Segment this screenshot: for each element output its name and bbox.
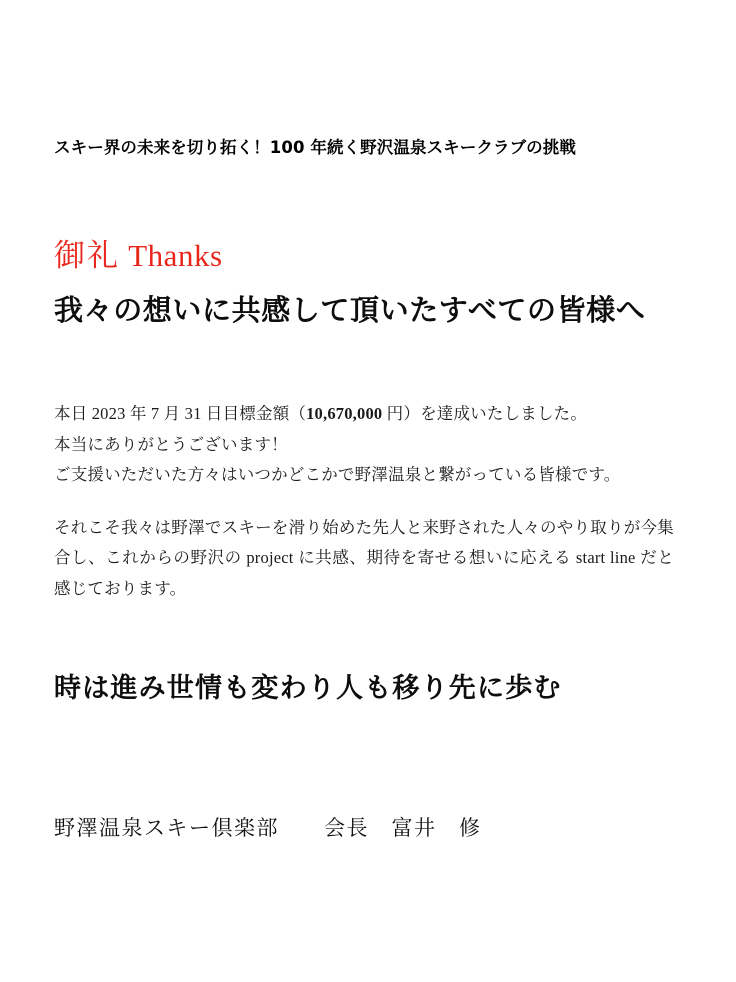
document-content xyxy=(54,136,674,842)
thanks-title-jp: 御礼 xyxy=(54,237,120,273)
thanks-title-en: Thanks xyxy=(128,237,223,273)
supporters-line: ご支援いただいた方々はいつかどこかで野澤温泉と繋がっている皆様です。 xyxy=(54,465,621,485)
document-signature: 野澤温泉スキー倶楽部 会長 富井 修 xyxy=(54,815,482,840)
achievement-line-suffix: 円）を達成いたしました。 xyxy=(382,404,588,424)
document-headline: スキー界の未来を切り拓く！100 年続く野沢温泉スキークラブの挑戦 xyxy=(54,138,576,157)
paragraph-achievement xyxy=(54,331,674,491)
document-subtitle: 我々の想いに共感して頂いたすべての皆様へ xyxy=(54,294,646,327)
document-slogan: 時は進み世情も変わり人も移り先に歩む xyxy=(54,673,562,704)
achievement-line-prefix: 本日 2023 年 7 月 31 日目標金額（ xyxy=(54,404,307,424)
thanks-title xyxy=(54,161,674,274)
thanks-line: 本当にありがとうございます！ xyxy=(54,434,288,454)
paragraph-message: それこそ我々は野澤でスキーを滑り始めた先人と来野された人々のやり取りが今集合し、これからの野沢の project に共感、期待を寄せる想いに応える start line だと感じております。 xyxy=(54,517,674,598)
goal-amount: 10,670,000 xyxy=(306,404,383,424)
